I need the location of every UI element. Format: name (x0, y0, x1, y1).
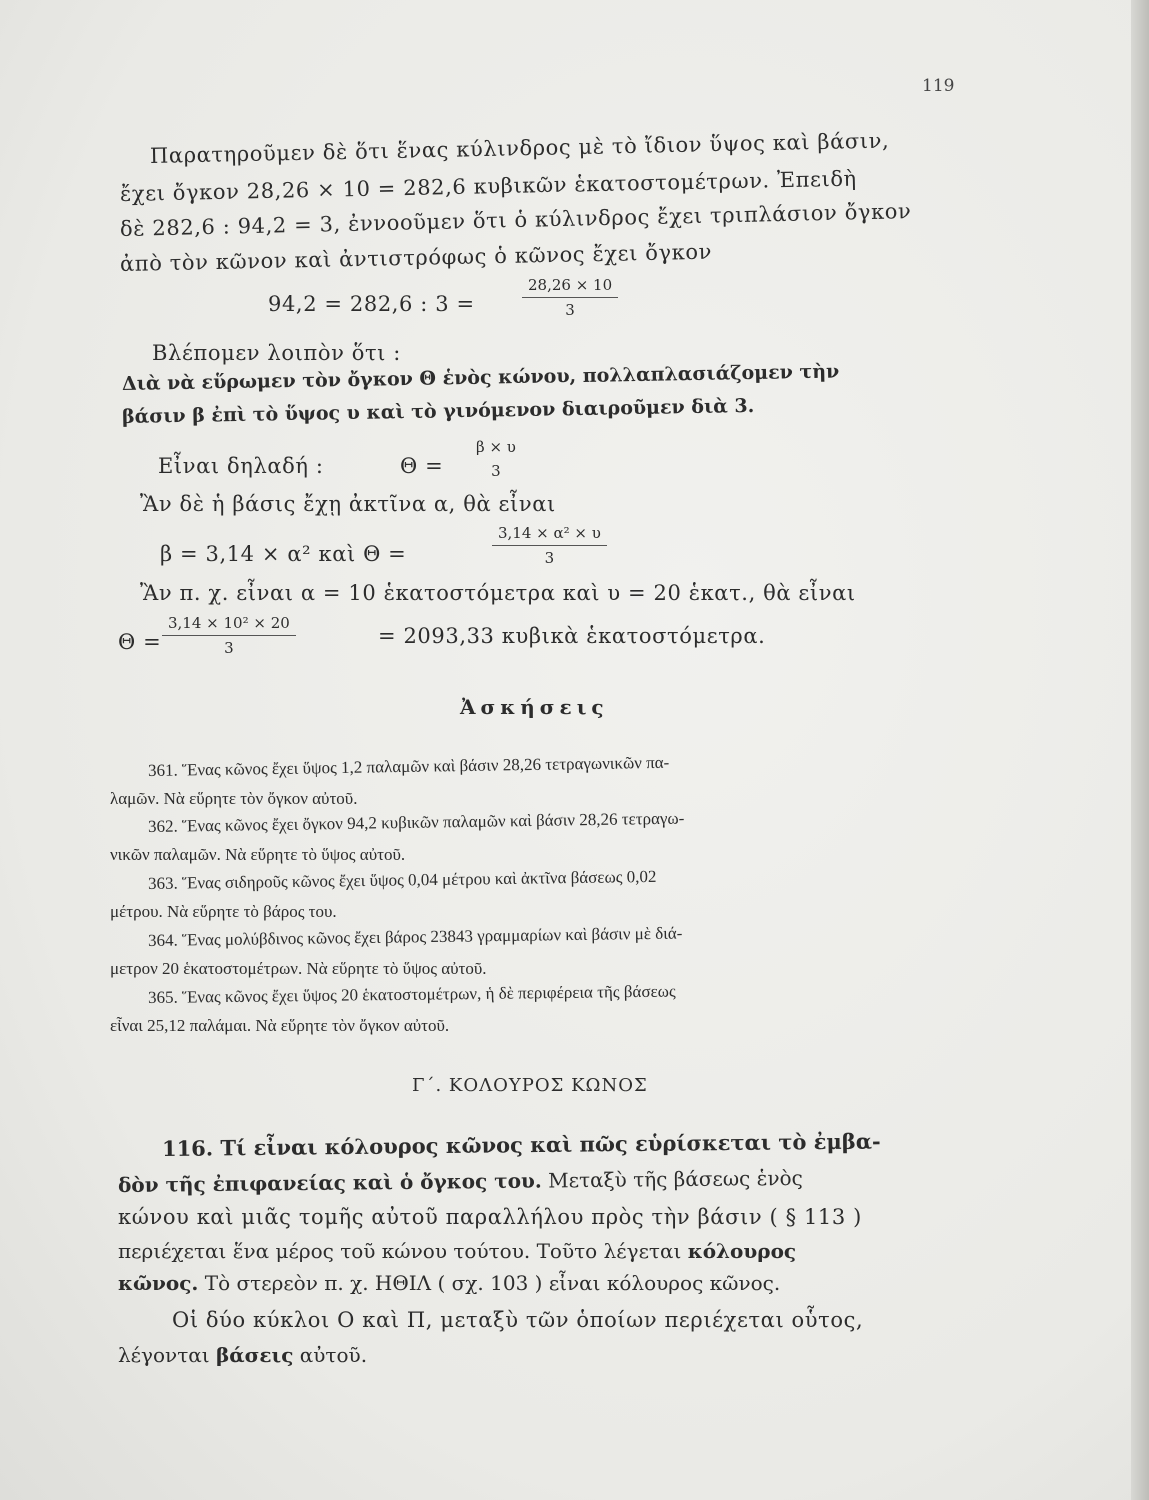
formula-4-denominator: 3 (224, 639, 234, 657)
formula-2-lead: Εἶναι δηλαδή : (158, 454, 324, 478)
section-116-line-4-text: περιέχεται ἕνα μέρος τοῦ κώνου τούτου. Τοῦτο λέγεται (118, 1239, 682, 1263)
intro-line-4: ἀπὸ τὸν κῶνον καὶ ἀντιστρόφως ὁ κῶνος ἔχει ὄγκον (119, 239, 713, 276)
exercise-365-line-1: 365. Ἕνας κῶνος ἔχει ὕψος 20 ἑκατοστομέτρων, ἡ δὲ περιφέρεια τῆς βάσεως (147, 981, 676, 1007)
exercise-361-line-1: 361. Ἕνας κῶνος ἔχει ὕψος 1,2 παλαμῶν καὶ βάσιν 28,26 τετραγωνικῶν πα- (147, 752, 670, 780)
intro-line-2: ἔχει ὄγκον 28,26 × 10 = 282,6 κυβικῶν ἑκατοστομέτρων. Ἐπειδὴ (119, 166, 857, 206)
formula-3-fraction (492, 524, 607, 567)
formula-3-denominator: 3 (544, 549, 555, 567)
example-line: Ἂν π. χ. εἶναι α = 10 ἑκατοστόμετρα καὶ υ = 20 ἑκατ., θὰ εἶναι (140, 581, 856, 605)
page-number: 119 (922, 76, 955, 96)
chapter-heading: Γ΄. ΚΟΛΟΥΡΟΣ ΚΩΝΟΣ (412, 1075, 648, 1096)
formula-3-numerator: 3,14 × α² × υ (492, 524, 607, 546)
term-kolouros: κόλουρος (687, 1239, 797, 1263)
section-116-line-7 (118, 1345, 367, 1365)
rule-bold-line-2: βάσιν β ἐπὶ τὸ ὕψος υ καὶ τὸ γινόμενον διαιροῦμεν διὰ 3. (121, 394, 755, 428)
exercise-362-line-1: 362. Ἕνας κῶνος ἔχει ὄγκον 94,2 κυβικῶν παλαμῶν καὶ βάσιν 28,26 τετραγω- (147, 808, 685, 836)
page-edge-shadow (1131, 0, 1149, 1500)
section-116-line-4 (118, 1241, 796, 1261)
rule-lead: Βλέπομεν λοιπὸν ὅτι : (152, 341, 401, 365)
formula-1-numerator: 28,26 × 10 (522, 276, 618, 298)
formula-4-result: = 2093,33 κυβικὰ ἑκατοστόμετρα. (378, 624, 766, 648)
section-116-title-end: δὸν τῆς ἐπιφανείας καὶ ὁ ὄγκος του. (117, 1168, 542, 1197)
section-116-line-2 (117, 1165, 803, 1197)
section-116-line-7-a: λέγονται (118, 1343, 210, 1367)
formula-2-fraction (470, 438, 522, 480)
section-116-title-line-1: 116. Τί εἶναι κόλουρος κῶνος καὶ πῶς εὑρίσκεται τὸ ἐμβα- (161, 1128, 881, 1161)
section-116-line-6: Οἱ δύο κύκλοι Ο καὶ Π, μεταξὺ τῶν ὁποίων περιέχεται οὗτος, (172, 1308, 864, 1332)
rule-bold-line-1: Διὰ νὰ εὕρωμεν τὸν ὄγκον Θ ἑνὸς κώνου, πολλαπλασιάζομεν τὴν (121, 360, 840, 395)
formula-2-numerator: β × υ (476, 438, 516, 456)
exercise-362-line-2: νικῶν παλαμῶν. Νὰ εὕρητε τὸ ὕψος αὐτοῦ. (110, 845, 406, 864)
radius-line: Ἂν δὲ ἡ βάσις ἔχῃ ἀκτῖνα α, θὰ εἶναι (140, 492, 556, 516)
exercise-363-line-1: 363. Ἕνας σιδηροῦς κῶνος ἔχει ὕψος 0,04 μέτρου καὶ ἀκτῖνα βάσεως 0,02 (147, 866, 657, 893)
section-116-line-5 (118, 1273, 780, 1293)
section-116-line-2-text: Μεταξὺ τῆς βάσεως ἑνὸς (548, 1165, 803, 1193)
exercise-363-line-2: μέτρου. Νὰ εὕρητε τὸ βάρος του. (110, 902, 337, 921)
formula-4-fraction (162, 614, 296, 657)
exercise-364-line-1: 364. Ἕνας μολύβδινος κῶνος ἔχει βάρος 23843 γραμμαρίων καὶ βάσιν μὲ διά- (147, 923, 683, 950)
intro-line-1: Παρατηροῦμεν δὲ ὅτι ἕνας κύλινδρος μὲ τὸ ἴδιον ὕψος καὶ βάσιν, (149, 128, 890, 168)
formula-4-numerator: 3,14 × 10² × 20 (162, 614, 296, 636)
section-116-line-7-b: αὐτοῦ. (299, 1343, 368, 1367)
formula-4-lhs: Θ = (118, 630, 162, 654)
exercises-heading: Ἀσκήσεις (460, 695, 609, 719)
term-konos: κῶνος. (118, 1271, 199, 1295)
formula-2-theta: Θ = (400, 454, 444, 478)
exercise-365-line-2: εἶναι 25,12 παλάμαι. Νὰ εὕρητε τὸν ὄγκον αὐτοῦ. (110, 1016, 450, 1035)
intro-line-3: δὲ 282,6 : 94,2 = 3, ἐννοοῦμεν ὅτι ὁ κύλινδρος ἔχει τριπλάσιον ὄγκον (119, 199, 912, 241)
term-baseis: βάσεις (215, 1343, 294, 1367)
exercise-361-line-2: λαμῶν. Νὰ εὕρητε τὸν ὄγκον αὐτοῦ. (110, 789, 358, 808)
formula-3-lhs: β = 3,14 × α² καὶ Θ = (160, 542, 407, 566)
section-116-line-5-text: Τὸ στερεὸν π. χ. ΗΘΙΛ ( σχ. 103 ) εἶναι κόλουρος κῶνος. (204, 1271, 781, 1295)
section-116-line-3: κώνου καὶ μιᾶς τομῆς αὐτοῦ παραλλήλου πρὸς τὴν βάσιν ( § 113 ) (118, 1205, 862, 1229)
formula-1-denominator: 3 (565, 301, 575, 319)
formula-2-denominator: 3 (491, 462, 501, 480)
formula-1-lhs: 94,2 = 282,6 : 3 = (268, 292, 475, 316)
exercise-364-line-2: μετρον 20 ἑκατοστομέτρων. Νὰ εὕρητε τὸ ὕψος αὐτοῦ. (110, 959, 487, 978)
formula-1-fraction (522, 276, 618, 319)
